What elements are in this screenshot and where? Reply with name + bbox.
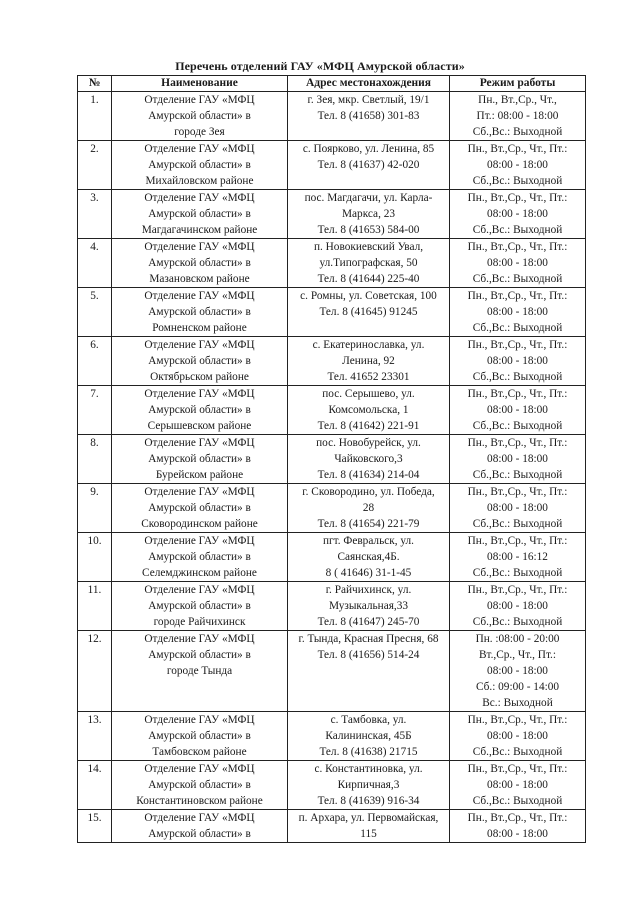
table-row (78, 631, 586, 712)
office-schedule-cell (450, 337, 586, 386)
office-address: п. Новокиевский Увал, ул.Типографская, 50 Тел. 8 (41644) 225-40 (313, 241, 424, 285)
row-number: 4. (90, 241, 99, 253)
office-schedule-cell (450, 435, 586, 484)
row-number-cell (78, 435, 112, 484)
office-name-cell (112, 631, 288, 712)
office-name: Отделение ГАУ «МФЦ Амурской области» в городе Тында (144, 633, 255, 677)
office-name-cell (112, 288, 288, 337)
row-number: 15. (87, 812, 102, 824)
office-name: Отделение ГАУ «МФЦ Амурской области» в Ромненском районе (144, 290, 255, 334)
office-schedule: Пн., Вт.,Ср., Чт., Пт.: 08:00 - 18:00 Сб.,Вс.: Выходной (467, 486, 568, 530)
office-address-cell (288, 712, 450, 761)
office-schedule: Пн. :08:00 - 20:00 Вт.,Ср., Чт., Пт.: 08:00 - 18:00 Сб.: 09:00 - 14:00 Вс.: Выходной (475, 633, 560, 709)
office-schedule: Пн., Вт.,Ср., Чт., Пт.: 08:00 - 18:00 Сб.,Вс.: Выходной (467, 290, 568, 334)
office-name: Отделение ГАУ «МФЦ Амурской области» в Серышевском районе (144, 388, 255, 432)
office-name-cell (112, 337, 288, 386)
table-row (78, 337, 586, 386)
office-schedule-cell (450, 712, 586, 761)
office-address-cell (288, 141, 450, 190)
office-schedule: Пн., Вт.,Ср., Чт., Пт.: 08:00 - 18:00 Сб.,Вс.: Выходной (467, 241, 568, 285)
row-number: 6. (90, 339, 99, 351)
row-number-cell (78, 582, 112, 631)
row-number-cell (78, 810, 112, 843)
office-address: с. Екатеринославка, ул. Ленина, 92 Тел. 41652 23301 (312, 339, 425, 383)
office-address: с. Ромны, ул. Советская, 100 Тел. 8 (41645) 91245 (300, 290, 437, 318)
office-address-cell (288, 484, 450, 533)
office-name-cell (112, 239, 288, 288)
table-row (78, 190, 586, 239)
row-number-cell (78, 712, 112, 761)
office-schedule: Пн., Вт.,Ср., Чт., Пт.: 08:00 - 18:00 Сб.,Вс.: Выходной (467, 584, 568, 628)
row-number: 9. (90, 486, 99, 498)
office-name: Отделение ГАУ «МФЦ Амурской области» в городе Зея (144, 94, 255, 138)
row-number: 8. (90, 437, 99, 449)
office-address-cell (288, 337, 450, 386)
office-schedule: Пн., Вт.,Ср., Чт., Пт.: 08:00 - 18:00 Сб.,Вс.: Выходной (467, 763, 568, 807)
row-number-cell (78, 386, 112, 435)
document-title: Перечень отделений ГАУ «МФЦ Амурской области» (175, 59, 465, 73)
office-address-cell (288, 190, 450, 239)
row-number: 11. (87, 584, 102, 596)
office-name: Отделение ГАУ «МФЦ Амурской области» в Михайловском районе (144, 143, 255, 187)
office-address: пос. Магдагачи, ул. Карла- Маркса, 23 Тел. 8 (41653) 584-00 (304, 192, 433, 236)
column-header-num: № (78, 76, 112, 92)
office-name-cell (112, 190, 288, 239)
office-name: Отделение ГАУ «МФЦ Амурской области» в (144, 812, 255, 840)
office-address-cell (288, 582, 450, 631)
office-name-cell (112, 141, 288, 190)
offices-table (77, 75, 586, 843)
office-address-cell (288, 810, 450, 843)
office-name: Отделение ГАУ «МФЦ Амурской области» в Мазановском районе (144, 241, 255, 285)
row-number: 1. (90, 94, 99, 106)
office-address: с. Поярково, ул. Ленина, 85 Тел. 8 (41637) 42-020 (302, 143, 435, 171)
row-number: 12. (87, 633, 102, 645)
row-number-cell (78, 533, 112, 582)
office-address: г. Сковородино, ул. Победа, 28 Тел. 8 (41654) 221-79 (302, 486, 435, 530)
office-address: пгт. Февральск, ул. Саянская,4Б. 8 ( 41646) 31-1-45 (322, 535, 414, 579)
row-number: 3. (90, 192, 99, 204)
office-name-cell (112, 92, 288, 141)
office-schedule-cell (450, 239, 586, 288)
row-number-cell (78, 190, 112, 239)
office-schedule: Пн., Вт.,Ср., Чт., Пт.: 08:00 - 18:00 (467, 812, 568, 840)
office-name: Отделение ГАУ «МФЦ Амурской области» в Октябрьском районе (144, 339, 255, 383)
row-number: 14. (87, 763, 102, 775)
office-address: г. Зея, мкр. Светлый, 19/1 Тел. 8 (41658) 301-83 (307, 94, 430, 122)
row-number-cell (78, 288, 112, 337)
row-number: 13. (87, 714, 102, 726)
office-schedule-cell (450, 288, 586, 337)
office-name-cell (112, 810, 288, 843)
table-header-row (78, 76, 586, 92)
office-schedule-cell (450, 92, 586, 141)
table-row (78, 435, 586, 484)
row-number-cell (78, 337, 112, 386)
office-address: г. Райчихинск, ул. Музыкальная,33 Тел. 8 (41647) 245-70 (317, 584, 420, 628)
office-name: Отделение ГАУ «МФЦ Амурской области» в Тамбовском районе (144, 714, 255, 758)
office-address-cell (288, 386, 450, 435)
row-number: 7. (90, 388, 99, 400)
row-number-cell (78, 631, 112, 712)
row-number-cell (78, 484, 112, 533)
column-header-schedule: Режим работы (450, 76, 586, 92)
office-schedule-cell (450, 141, 586, 190)
row-number: 2. (90, 143, 99, 155)
office-schedule-cell (450, 631, 586, 712)
column-header-address: Адрес местонахождения (288, 76, 450, 92)
office-address-cell (288, 761, 450, 810)
row-number-cell (78, 239, 112, 288)
office-name-cell (112, 484, 288, 533)
row-number: 10. (87, 535, 102, 547)
table-row (78, 386, 586, 435)
office-name-cell (112, 533, 288, 582)
office-address: пос. Серышево, ул. Комсомольска, 1 Тел. 8 (41642) 221-91 (317, 388, 420, 432)
office-address-cell (288, 92, 450, 141)
office-address-cell (288, 288, 450, 337)
table-row (78, 810, 586, 843)
office-schedule-cell (450, 484, 586, 533)
office-schedule-cell (450, 386, 586, 435)
office-name-cell (112, 761, 288, 810)
office-name-cell (112, 712, 288, 761)
office-name: Отделение ГАУ «МФЦ Амурской области» в Константиновском районе (136, 763, 263, 807)
table-row (78, 761, 586, 810)
office-schedule: Пн., Вт.,Ср., Чт., Пт.: 08:00 - 18:00 Сб.,Вс.: Выходной (467, 388, 568, 432)
row-number-cell (78, 92, 112, 141)
row-number: 5. (90, 290, 99, 302)
office-schedule: Пн., Вт.,Ср., Чт., Пт.: 08:00 - 16:12 Сб.,Вс.: Выходной (467, 535, 568, 579)
office-schedule-cell (450, 582, 586, 631)
office-schedule: Пн., Вт.,Ср., Чт., Пт.: 08:00 - 18:00 Сб.,Вс.: Выходной (467, 339, 568, 383)
table-row (78, 484, 586, 533)
table-row (78, 239, 586, 288)
table-row (78, 533, 586, 582)
office-address-cell (288, 239, 450, 288)
office-address-cell (288, 435, 450, 484)
office-schedule-cell (450, 761, 586, 810)
office-schedule: Пн., Вт.,Ср., Чт., Пт.: 08:00 - 18:00 Сб.,Вс.: Выходной (467, 714, 568, 758)
office-name: Отделение ГАУ «МФЦ Амурской области» в городе Райчихинск (144, 584, 255, 628)
office-address: с. Тамбовка, ул. Калининская, 45Б Тел. 8 (41638) 21715 (319, 714, 418, 758)
office-address: г. Тында, Красная Пресня, 68 Тел. 8 (41656) 514-24 (298, 633, 439, 661)
office-schedule: Пн., Вт.,Ср., Чт., Пт.: 08:00 - 18:00 Сб.,Вс.: Выходной (467, 437, 568, 481)
table-row (78, 92, 586, 141)
office-schedule: Пн., Вт.,Ср., Чт., Пт.: 08:00 - 18:00 Сб.,Вс.: Выходной (467, 143, 568, 187)
office-name: Отделение ГАУ «МФЦ Амурской области» в Селемджинском районе (142, 535, 257, 579)
office-address: п. Архара, ул. Первомайская, 115 (298, 812, 439, 840)
office-name: Отделение ГАУ «МФЦ Амурской области» в Магдагачинском районе (141, 192, 258, 236)
office-address: с. Константиновка, ул. Кирпичная,3 Тел. 8 (41639) 916-34 (314, 763, 423, 807)
row-number-cell (78, 141, 112, 190)
table-row (78, 582, 586, 631)
table-row (78, 288, 586, 337)
office-name-cell (112, 386, 288, 435)
office-address: пос. Новобурейск, ул. Чайковского,3 Тел. 8 (41634) 214-04 (316, 437, 421, 481)
office-address-cell (288, 533, 450, 582)
table-row (78, 712, 586, 761)
office-address-cell (288, 631, 450, 712)
row-number-cell (78, 761, 112, 810)
column-header-name: Наименование (112, 76, 288, 92)
office-name-cell (112, 582, 288, 631)
office-schedule: Пн., Вт.,Ср., Чт., Пт.: 08:00 - 18:00 Сб.,Вс.: Выходной (467, 192, 568, 236)
office-schedule: Пн., Вт.,Ср., Чт., Пт.: 08:00 - 18:00 Сб.,Вс.: Выходной (472, 94, 563, 138)
office-schedule-cell (450, 810, 586, 843)
office-schedule-cell (450, 190, 586, 239)
office-name: Отделение ГАУ «МФЦ Амурской области» в Сковородинском районе (141, 486, 258, 530)
office-name: Отделение ГАУ «МФЦ Амурской области» в Бурейском районе (144, 437, 255, 481)
table-row (78, 141, 586, 190)
office-name-cell (112, 435, 288, 484)
office-schedule-cell (450, 533, 586, 582)
